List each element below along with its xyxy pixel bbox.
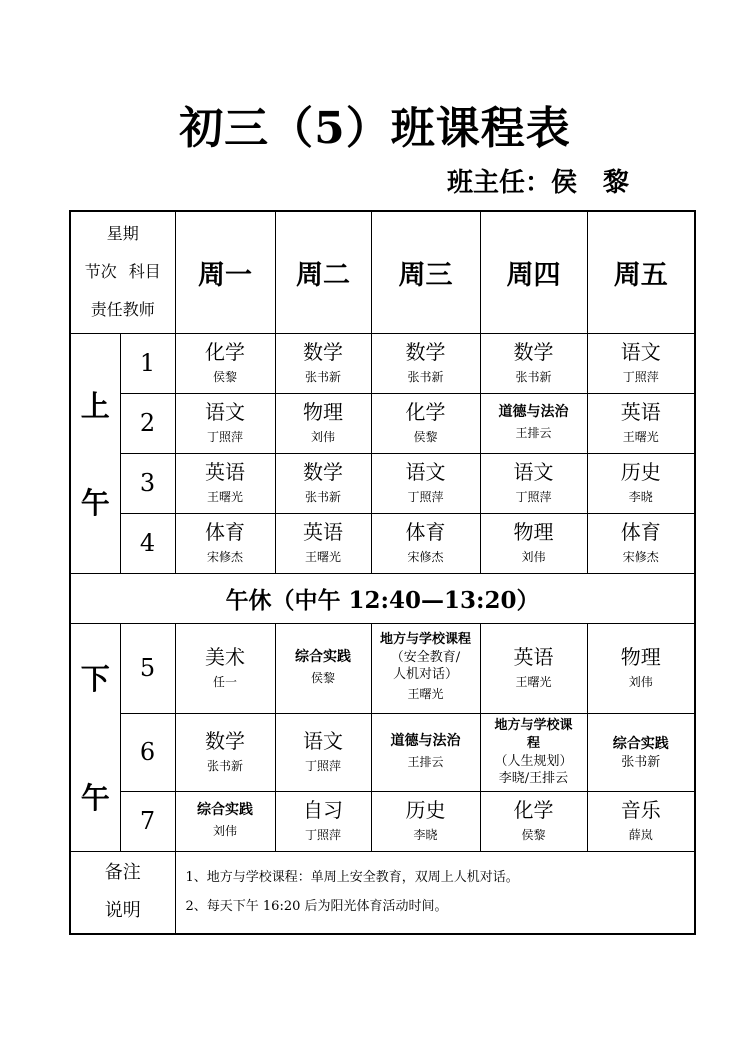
head-teacher-name-1: 侯	[551, 168, 578, 198]
teacher: 宋修杰	[206, 550, 243, 564]
teacher: 王排云	[407, 755, 444, 769]
teacher: 丁照萍	[304, 828, 341, 842]
subject-cont: 程	[526, 736, 540, 751]
head-teacher	[447, 162, 629, 199]
subject: 自习	[303, 798, 343, 822]
subject: 道德与法治	[390, 733, 461, 749]
teacher: 宋修杰	[622, 550, 659, 564]
table-row	[70, 623, 695, 713]
teacher: 丁照萍	[515, 490, 552, 504]
notes-label-2: 说明	[104, 900, 141, 922]
head-teacher-name-2: 黎	[603, 168, 630, 198]
corner-subject: 科目	[128, 262, 161, 282]
teacher: 宋修杰	[407, 550, 444, 564]
teacher: 丁照萍	[206, 430, 243, 444]
teacher: 张书新	[304, 490, 341, 504]
teacher: 丁照萍	[304, 759, 341, 773]
subject: 数学	[303, 340, 343, 364]
subject: 语文	[303, 729, 343, 753]
morning-label-2: 午	[80, 486, 110, 520]
teacher: 王曙光	[304, 550, 341, 564]
subject: 综合实践	[197, 802, 253, 818]
subject: 英语	[205, 460, 245, 484]
teacher: 王曙光	[622, 430, 659, 444]
class-cell	[480, 713, 587, 791]
period-number: 3	[120, 453, 175, 513]
subject: 数学	[513, 340, 554, 364]
day-header: 周一	[175, 211, 275, 333]
afternoon-label	[70, 623, 120, 851]
subject-note: （安全教育/	[390, 650, 461, 665]
corner-weekday: 星期	[106, 224, 139, 244]
subject: 综合实践	[612, 735, 669, 752]
day-header: 周三	[371, 211, 480, 333]
corner-teacher: 责任教师	[90, 300, 155, 320]
class-cell	[371, 453, 480, 513]
subject: 化学	[205, 340, 245, 364]
teacher: 王曙光	[206, 490, 243, 504]
head-teacher-label: 班主任：	[447, 168, 552, 198]
subject: 体育	[620, 520, 661, 544]
class-cell	[371, 713, 480, 791]
class-cell	[371, 623, 480, 713]
teacher: 刘伟	[521, 550, 546, 564]
subject: 英语	[303, 520, 343, 544]
morning-label-1: 上	[80, 389, 110, 423]
notes-content	[175, 851, 695, 934]
subject: 语文	[405, 460, 446, 484]
class-cell	[587, 713, 695, 791]
class-cell	[587, 791, 695, 851]
class-cell	[275, 623, 371, 713]
teacher: 刘伟	[310, 430, 335, 444]
page-title: 初三（5）班课程表	[179, 103, 571, 154]
lunch-row	[70, 573, 695, 623]
notes-label-1: 备注	[104, 862, 141, 884]
class-cell	[275, 333, 371, 393]
teacher: 王曙光	[407, 687, 444, 701]
class-cell	[371, 393, 480, 453]
class-cell	[175, 791, 275, 851]
schedule-table	[69, 210, 696, 935]
subject: 数学	[303, 460, 343, 484]
table-row	[70, 453, 695, 513]
teacher: 侯黎	[521, 828, 546, 842]
class-cell	[480, 513, 587, 573]
teacher: 侯黎	[212, 370, 237, 384]
teacher: 丁照萍	[622, 370, 659, 384]
subject: 体育	[205, 520, 245, 544]
subject: 地方与学校课	[494, 718, 573, 733]
teacher: 刘伟	[628, 675, 653, 689]
class-cell	[175, 333, 275, 393]
teacher: 张书新	[515, 370, 552, 384]
teacher: 丁照萍	[407, 490, 444, 504]
subject: 道德与法治	[498, 404, 569, 420]
subject: 音乐	[620, 798, 661, 822]
class-cell	[175, 393, 275, 453]
teacher: 张书新	[621, 754, 661, 770]
table-row	[70, 513, 695, 573]
teacher: 侯黎	[413, 430, 438, 444]
subject: 化学	[405, 400, 446, 424]
teacher: 李晓/王排云	[498, 771, 569, 786]
subject: 化学	[513, 798, 554, 822]
subject: 物理	[303, 400, 343, 424]
subject: 综合实践	[295, 649, 351, 665]
teacher: 王排云	[515, 426, 552, 440]
table-row	[70, 713, 695, 791]
subject: 数学	[405, 340, 446, 364]
teacher: 侯黎	[310, 671, 335, 685]
class-cell	[587, 623, 695, 713]
subject: 数学	[205, 729, 245, 753]
teacher: 张书新	[206, 759, 243, 773]
table-row	[70, 333, 695, 393]
period-number: 6	[120, 713, 175, 791]
header-row	[70, 211, 695, 333]
subject: 物理	[513, 520, 554, 544]
class-cell	[480, 623, 587, 713]
class-cell	[480, 791, 587, 851]
period-number: 1	[120, 333, 175, 393]
period-number: 5	[120, 623, 175, 713]
teacher: 张书新	[407, 370, 444, 384]
afternoon-label-2: 午	[80, 781, 110, 815]
subject: 历史	[620, 460, 661, 484]
class-cell	[275, 713, 371, 791]
table-row	[70, 791, 695, 851]
class-cell	[371, 333, 480, 393]
subject: 语文	[205, 400, 245, 424]
lunch-break: 午休（中午 12:40—13:20）	[70, 573, 695, 623]
class-cell	[480, 333, 587, 393]
subject: 英语	[620, 400, 661, 424]
class-cell	[371, 513, 480, 573]
class-cell	[175, 713, 275, 791]
period-number: 2	[120, 393, 175, 453]
day-header: 周五	[587, 211, 695, 333]
class-cell	[587, 393, 695, 453]
teacher: 李晓	[628, 490, 653, 504]
subject-note: 人机对话）	[392, 667, 458, 682]
teacher: 任一	[212, 675, 237, 689]
note-line: 1、地方与学校课程：单周上安全教育，双周上人机对话。	[185, 870, 519, 886]
period-number: 7	[120, 791, 175, 851]
teacher: 张书新	[304, 370, 341, 384]
subject: 语文	[513, 460, 554, 484]
corner-period: 节次	[84, 262, 117, 282]
subject: 英语	[513, 645, 554, 669]
class-cell	[275, 393, 371, 453]
corner-cell	[70, 211, 175, 333]
notes-label	[70, 851, 175, 934]
class-cell	[275, 791, 371, 851]
subject: 体育	[405, 520, 446, 544]
class-cell	[175, 623, 275, 713]
class-cell	[371, 791, 480, 851]
morning-label	[70, 333, 120, 573]
table-row	[70, 393, 695, 453]
class-cell	[175, 513, 275, 573]
teacher: 王曙光	[515, 675, 552, 689]
subject: 美术	[205, 645, 245, 669]
class-cell	[587, 513, 695, 573]
subject: 历史	[405, 798, 446, 822]
day-header: 周二	[275, 211, 371, 333]
subject: 地方与学校课程	[379, 632, 471, 647]
class-cell	[480, 453, 587, 513]
subject-note: （人生规划）	[494, 754, 573, 769]
class-cell	[480, 393, 587, 453]
period-number: 4	[120, 513, 175, 573]
subject: 语文	[620, 340, 661, 364]
class-cell	[175, 453, 275, 513]
subject: 物理	[620, 645, 661, 669]
day-header: 周四	[480, 211, 587, 333]
note-line: 2、每天下午 16:20 后为阳光体育活动时间。	[185, 899, 448, 915]
class-cell	[587, 453, 695, 513]
teacher: 李晓	[413, 828, 438, 842]
afternoon-label-1: 下	[80, 662, 110, 696]
teacher: 薛岚	[628, 828, 653, 842]
teacher: 刘伟	[212, 824, 237, 838]
notes-row	[70, 851, 695, 934]
class-cell	[275, 513, 371, 573]
class-cell	[587, 333, 695, 393]
class-cell	[275, 453, 371, 513]
